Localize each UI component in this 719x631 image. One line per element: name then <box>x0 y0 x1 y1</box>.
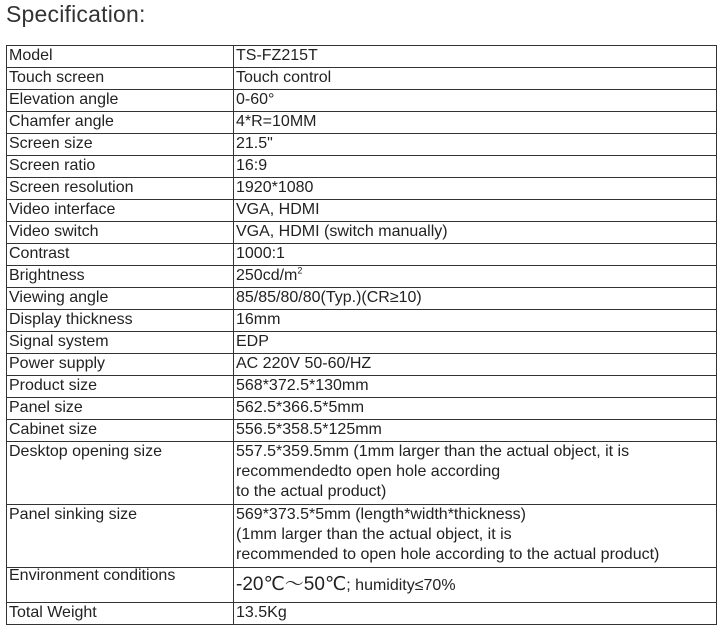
spec-label: Video interface <box>7 200 234 222</box>
table-row <box>7 178 717 200</box>
value-line: recommended to open hole according to the actual product) <box>236 546 660 563</box>
spec-label: Video switch <box>7 222 234 244</box>
table-row <box>7 398 717 420</box>
spec-label: Model <box>7 46 234 68</box>
spec-value: 21.5" <box>234 134 717 156</box>
spec-value: 85/85/80/80(Typ.)(CR≥10) <box>234 288 717 310</box>
table-row <box>7 200 717 222</box>
spec-value: 16mm <box>234 310 717 332</box>
value-line: to the actual product) <box>236 483 387 500</box>
table-row <box>7 90 717 112</box>
spec-value: 4*R=10MM <box>234 112 717 134</box>
table-row <box>7 244 717 266</box>
spec-label: Signal system <box>7 332 234 354</box>
table-row <box>7 442 717 505</box>
spec-label: Screen ratio <box>7 156 234 178</box>
environment-label: Environment conditions <box>9 567 176 584</box>
spec-value: VGA, HDMI <box>234 200 717 222</box>
table-row <box>7 288 717 310</box>
table-row <box>7 68 717 90</box>
spec-value: 1000:1 <box>234 244 717 266</box>
spec-value: 562.5*366.5*5mm <box>234 398 717 420</box>
spec-label: Total Weight <box>7 603 234 625</box>
table-row <box>7 222 717 244</box>
spec-label: Elevation angle <box>7 90 234 112</box>
spec-label: Display thickness <box>7 310 234 332</box>
table-row <box>7 46 717 68</box>
spec-value: VGA, HDMI (switch manually) <box>234 222 717 244</box>
value-line: recommendedto open hole according <box>236 463 501 480</box>
table-row <box>7 603 717 625</box>
spec-value <box>234 505 717 568</box>
spec-value: 0-60° <box>234 90 717 112</box>
table-row <box>7 354 717 376</box>
table-row <box>7 266 717 288</box>
spec-value: 556.5*358.5*125mm <box>234 420 717 442</box>
spec-value: TS-FZ215T <box>234 46 717 68</box>
spec-value <box>234 568 717 603</box>
spec-label: Screen resolution <box>7 178 234 200</box>
value-line: (1mm larger than the actual object, it is <box>236 526 512 543</box>
spec-value: 568*372.5*130mm <box>234 376 717 398</box>
spec-value: 1920*1080 <box>234 178 717 200</box>
spec-value: Touch control <box>234 68 717 90</box>
spec-label: Viewing angle <box>7 288 234 310</box>
table-row <box>7 156 717 178</box>
spec-value: 13.5Kg <box>234 603 717 625</box>
table-row <box>7 332 717 354</box>
spec-label: Desktop opening size <box>7 442 234 505</box>
spec-label: Panel sinking size <box>7 505 234 568</box>
brightness-value: 250cd/m <box>236 267 298 284</box>
spec-label: Panel size <box>7 398 234 420</box>
table-row <box>7 112 717 134</box>
spec-value <box>234 442 717 505</box>
table-row <box>7 420 717 442</box>
spec-label: Touch screen <box>7 68 234 90</box>
spec-value: 16:9 <box>234 156 717 178</box>
value-line: 557.5*359.5mm (1mm larger than the actual object, it is <box>236 443 630 460</box>
value-line: 569*373.5*5mm (length*width*thickness) <box>236 506 526 523</box>
table-row <box>7 376 717 398</box>
spec-value: EDP <box>234 332 717 354</box>
specification-table <box>6 45 717 625</box>
spec-label: Power supply <box>7 354 234 376</box>
superscript-2: 2 <box>297 265 303 276</box>
spec-label <box>7 568 234 603</box>
page-title: Specification: <box>6 1 146 27</box>
spec-label: Chamfer angle <box>7 112 234 134</box>
table-row <box>7 505 717 568</box>
spec-label: Product size <box>7 376 234 398</box>
spec-label: Brightness <box>7 266 234 288</box>
table-row <box>7 568 717 603</box>
spec-label: Contrast <box>7 244 234 266</box>
spec-value: AC 220V 50-60/HZ <box>234 354 717 376</box>
temperature-range: -20℃～50℃ <box>236 573 347 595</box>
spec-label: Cabinet size <box>7 420 234 442</box>
spec-value <box>234 266 717 288</box>
spec-label: Screen size <box>7 134 234 156</box>
table-row <box>7 134 717 156</box>
table-row <box>7 310 717 332</box>
humidity-value: ; humidity≤70% <box>346 576 456 594</box>
